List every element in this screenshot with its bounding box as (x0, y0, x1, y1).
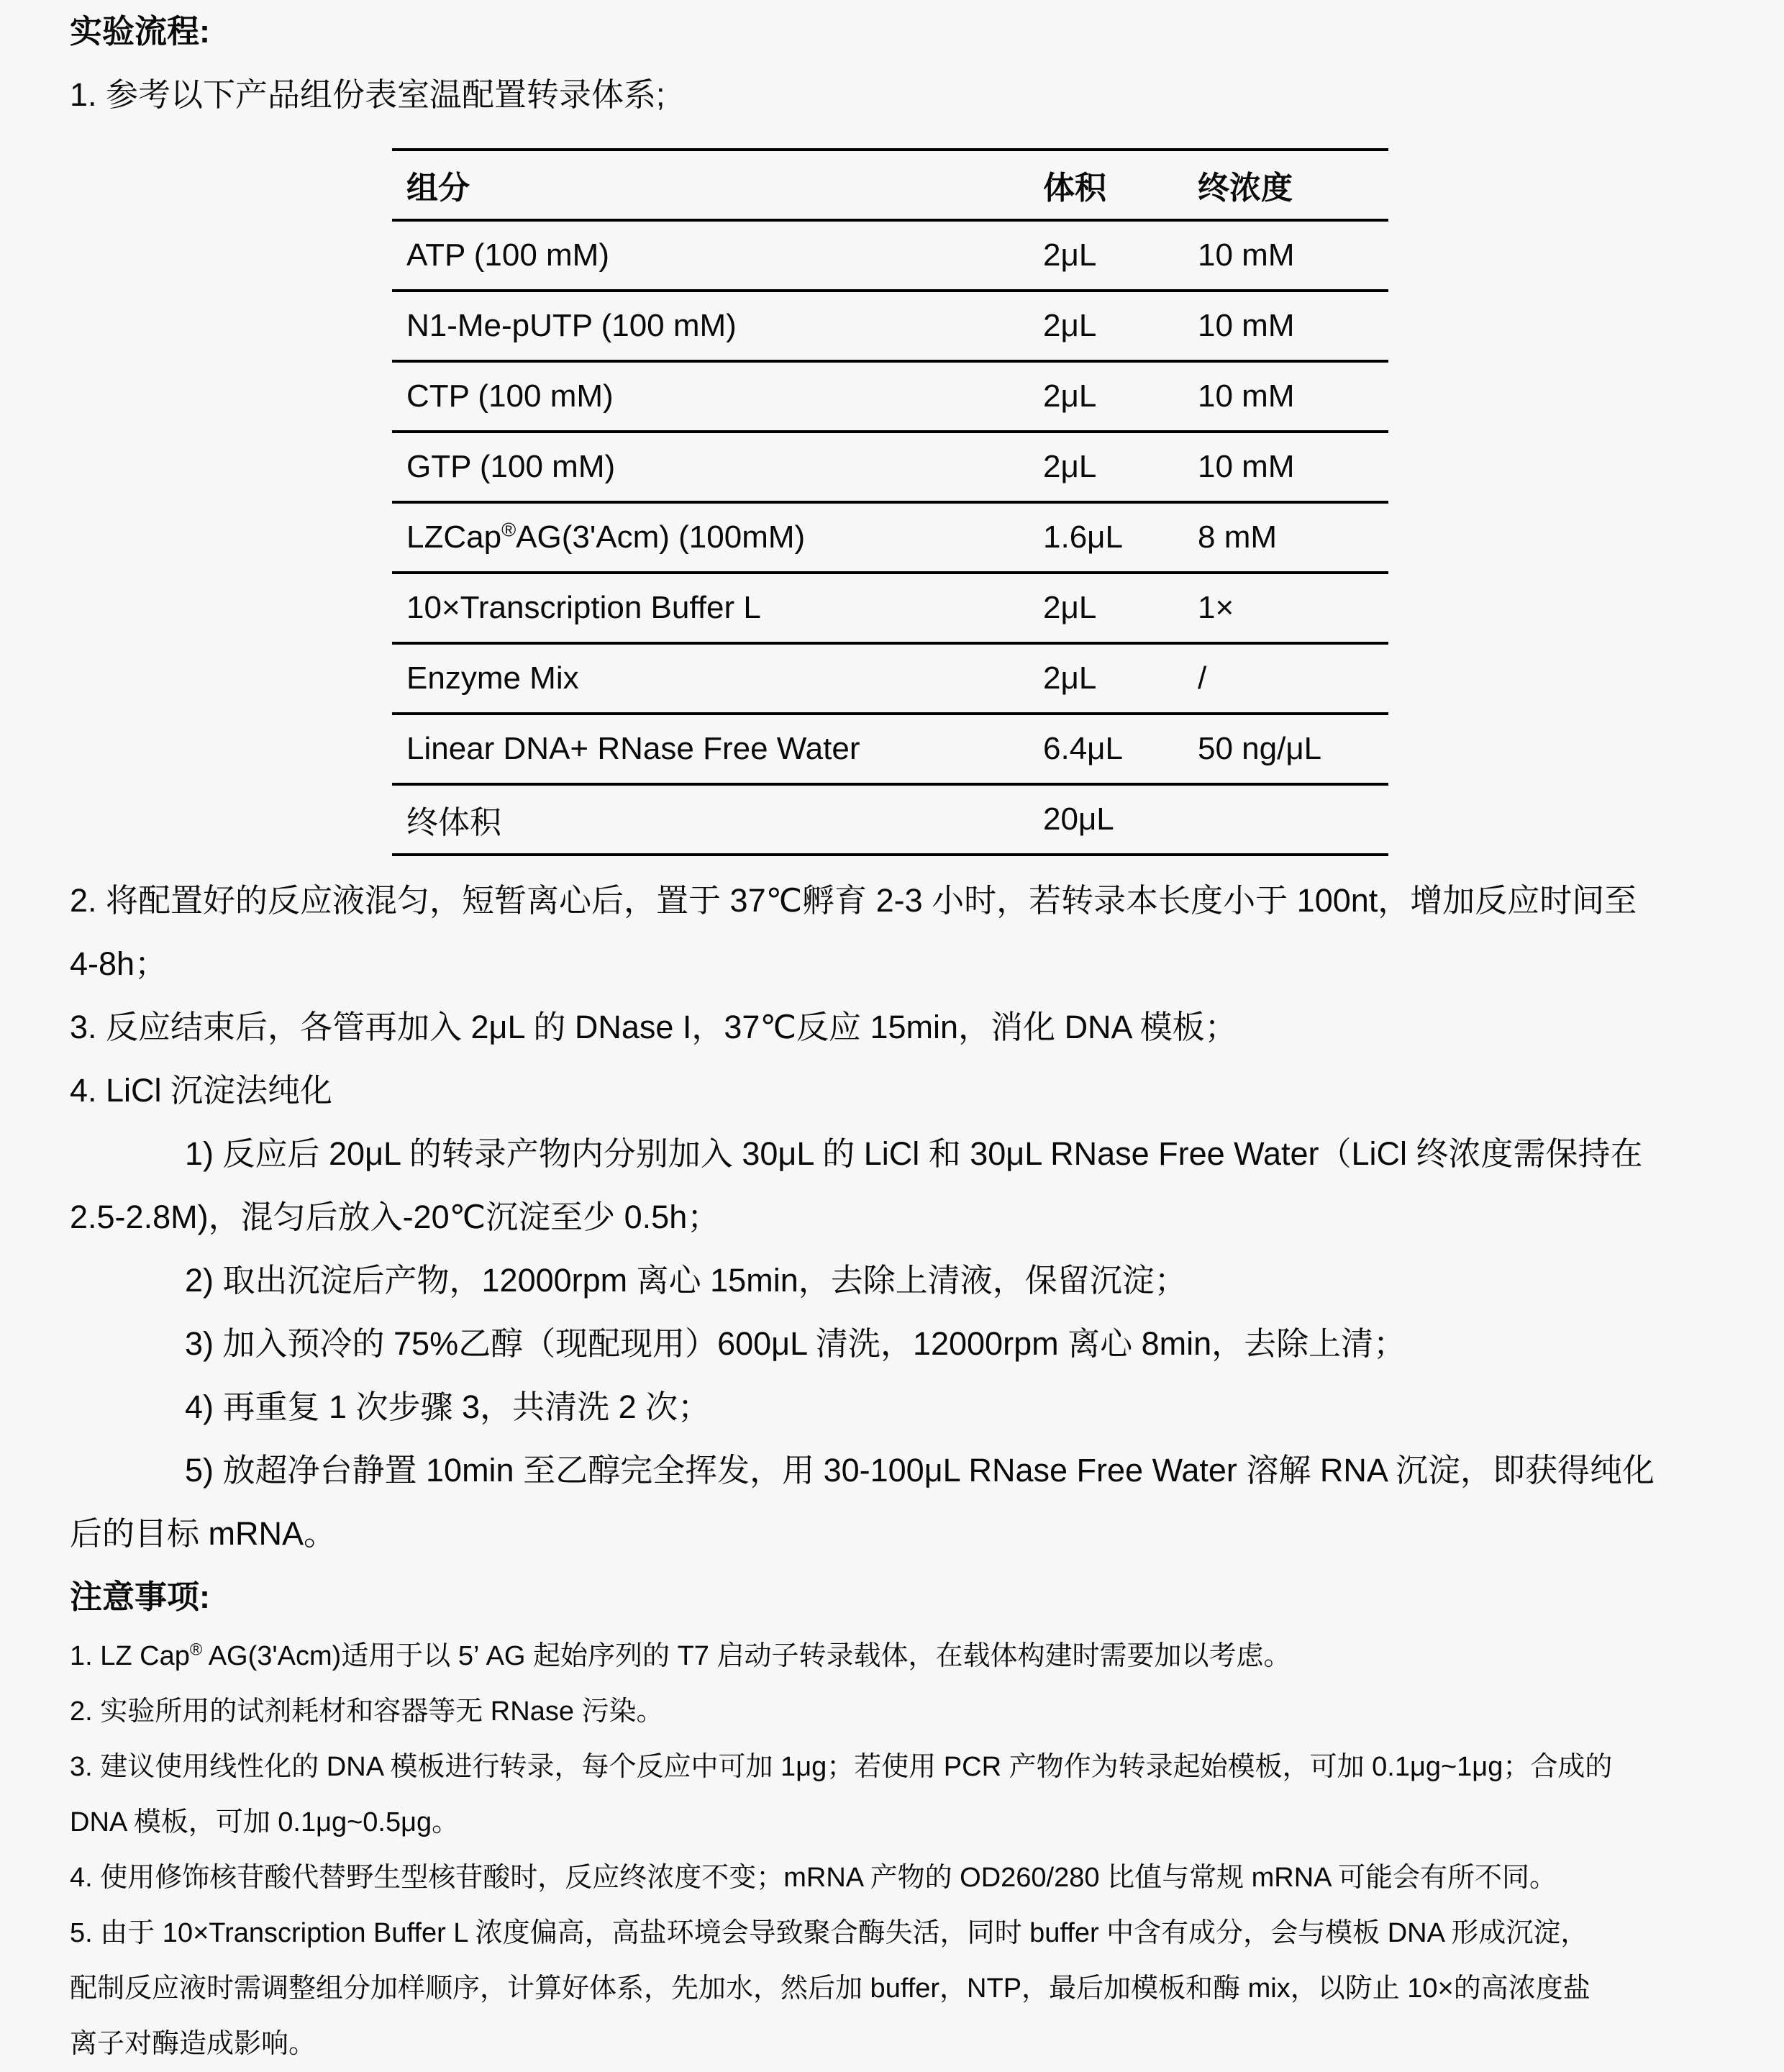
component-cell: Enzyme Mix (392, 643, 1029, 714)
procedure-steps (70, 869, 1719, 1566)
component-cell: LZCap®AG(3'Acm) (100mM) (392, 502, 1029, 573)
registered-mark: ® (189, 1640, 203, 1659)
procedure-step-4-sub-5-line-1: 5) 放超净台静置 10min 至乙醇完全挥发，用 30-100μL RNase Free Water 溶解 RNA 沉淀，即获得纯化 (185, 1452, 1655, 1489)
concentration-cell: 10 mM (1183, 220, 1388, 291)
concentration-cell: 10 mM (1183, 361, 1388, 432)
concentration-cell: 10 mM (1183, 291, 1388, 361)
table-row-gtp (392, 432, 1388, 502)
concentration-cell: 10 mM (1183, 432, 1388, 502)
concentration-cell: 1× (1183, 573, 1388, 643)
component-cell: 终体积 (392, 784, 1029, 855)
volume-cell: 2μL (1029, 432, 1183, 502)
table-row-lzcap-ag (392, 502, 1388, 573)
table-row-linear-dna-water (392, 714, 1388, 784)
procedure-step-4-sub-1-line-2: 2.5-2.8M)，混匀后放入-20℃沉淀至少 0.5h； (70, 1199, 720, 1235)
procedure-step-4-sub-3: 3) 加入预冷的 75%乙醇（现配现用）600μL 清洗，12000rpm 离心 8min，去除上清； (185, 1325, 1406, 1362)
volume-cell: 2μL (1029, 361, 1183, 432)
note-5-line-2: 配制反应液时需调整组分加样顺序，计算好体系，先加水，然后加 buffer，NTP，最后加模板和酶 mix，以防止 10×的高浓度盐 (70, 1973, 1590, 2004)
component-cell: CTP (100 mM) (392, 361, 1029, 432)
component-cell: Linear DNA+ RNase Free Water (392, 714, 1029, 784)
volume-cell: 20μL (1029, 784, 1183, 855)
procedure-step-4-sub-4: 4) 再重复 1 次步骤 3，共清洗 2 次； (185, 1389, 711, 1425)
component-cell: 10×Transcription Buffer L (392, 573, 1029, 643)
procedure-step-4-sub-5-line-2: 后的目标 mRNA。 (70, 1515, 336, 1552)
procedure-step-1: 1. 参考以下产品组份表室温配置转录体系; (70, 76, 665, 113)
column-header-volume: 体积 (1043, 171, 1106, 206)
table-row-total-volume (392, 784, 1388, 855)
note-1: 1. LZ Cap® AG(3'Acm)适用于以 5’ AG 起始序列的 T7 启动子转录载体，在载体构建时需要加以考虑。 (70, 1640, 1291, 1671)
volume-cell: 2μL (1029, 573, 1183, 643)
procedure-step-3: 3. 反应结束后，各管再加入 2μL 的 DNase I，37℃反应 15min，消化 DNA 模板； (70, 1009, 1237, 1045)
table-row-transcription-buffer (392, 573, 1388, 643)
note-3-line-1: 3. 建议使用线性化的 DNA 模板进行转录，每个反应中可加 1μg；若使用 PCR 产物作为转录起始模板，可加 0.1μg~1μg；合成的 (70, 1752, 1613, 1782)
procedure-step-2-line-2: 4-8h； (70, 945, 168, 982)
note-2: 2. 实验所用的试剂耗材和容器等无 RNase 污染。 (70, 1696, 664, 1727)
column-header-component: 组分 (406, 171, 470, 206)
concentration-cell (1183, 784, 1388, 855)
volume-cell: 1.6μL (1029, 502, 1183, 573)
table-row-enzyme-mix (392, 643, 1388, 714)
table-row-ctp (392, 361, 1388, 432)
component-cell: ATP (100 mM) (392, 220, 1029, 291)
volume-cell: 2μL (1029, 220, 1183, 291)
procedure-step-4: 4. LiCl 沉淀法纯化 (70, 1072, 333, 1109)
registered-mark: ® (501, 518, 516, 541)
concentration-cell: 50 ng/μL (1183, 714, 1388, 784)
procedure-step-2-line-1: 2. 将配置好的反应液混匀，短暂离心后，置于 37℃孵育 2-3 小时，若转录本长度小于 100nt，增加反应时间至 (70, 882, 1637, 919)
volume-cell: 6.4μL (1029, 714, 1183, 784)
table-header-row (392, 150, 1388, 220)
concentration-cell: / (1183, 643, 1388, 714)
note-5-line-1: 5. 由于 10×Transcription Buffer L 浓度偏高，高盐环境会导致聚合酶失活，同时 buffer 中含有成分，会与模板 DNA 形成沉淀， (70, 1918, 1588, 1948)
volume-cell: 2μL (1029, 291, 1183, 361)
note-5-line-3: 离子对酶造成影响。 (70, 2029, 317, 2059)
table-row-atp (392, 220, 1388, 291)
procedure-step-4-sub-2: 2) 取出沉淀后产物，12000rpm 离心 15min，去除上清液，保留沉淀； (185, 1262, 1187, 1299)
notes-heading: 注意事项: (70, 1578, 210, 1615)
notes-list (70, 1629, 1719, 2072)
concentration-cell: 8 mM (1183, 502, 1388, 573)
procedure-heading: 实验流程: (70, 13, 210, 50)
note-4: 4. 使用修饰核苷酸代替野生型核苷酸时，反应终浓度不变；mRNA 产物的 OD260/280 比值与常规 mRNA 可能会有所不同。 (70, 1863, 1557, 1893)
component-cell: N1-Me-pUTP (100 mM) (392, 291, 1029, 361)
volume-cell: 2μL (1029, 643, 1183, 714)
procedure-step-4-sub-1-line-1: 1) 反应后 20μL 的转录产物内分别加入 30μL 的 LiCl 和 30μL RNase Free Water（LiCl 终浓度需保持在 (185, 1135, 1643, 1172)
transcription-mix-table (392, 148, 1388, 856)
table-row-n1-me-putp (392, 291, 1388, 361)
component-cell: GTP (100 mM) (392, 432, 1029, 502)
column-header-final-concentration: 终浓度 (1198, 171, 1293, 206)
note-3-line-2: DNA 模板，可加 0.1μg~0.5μg。 (70, 1807, 460, 1837)
